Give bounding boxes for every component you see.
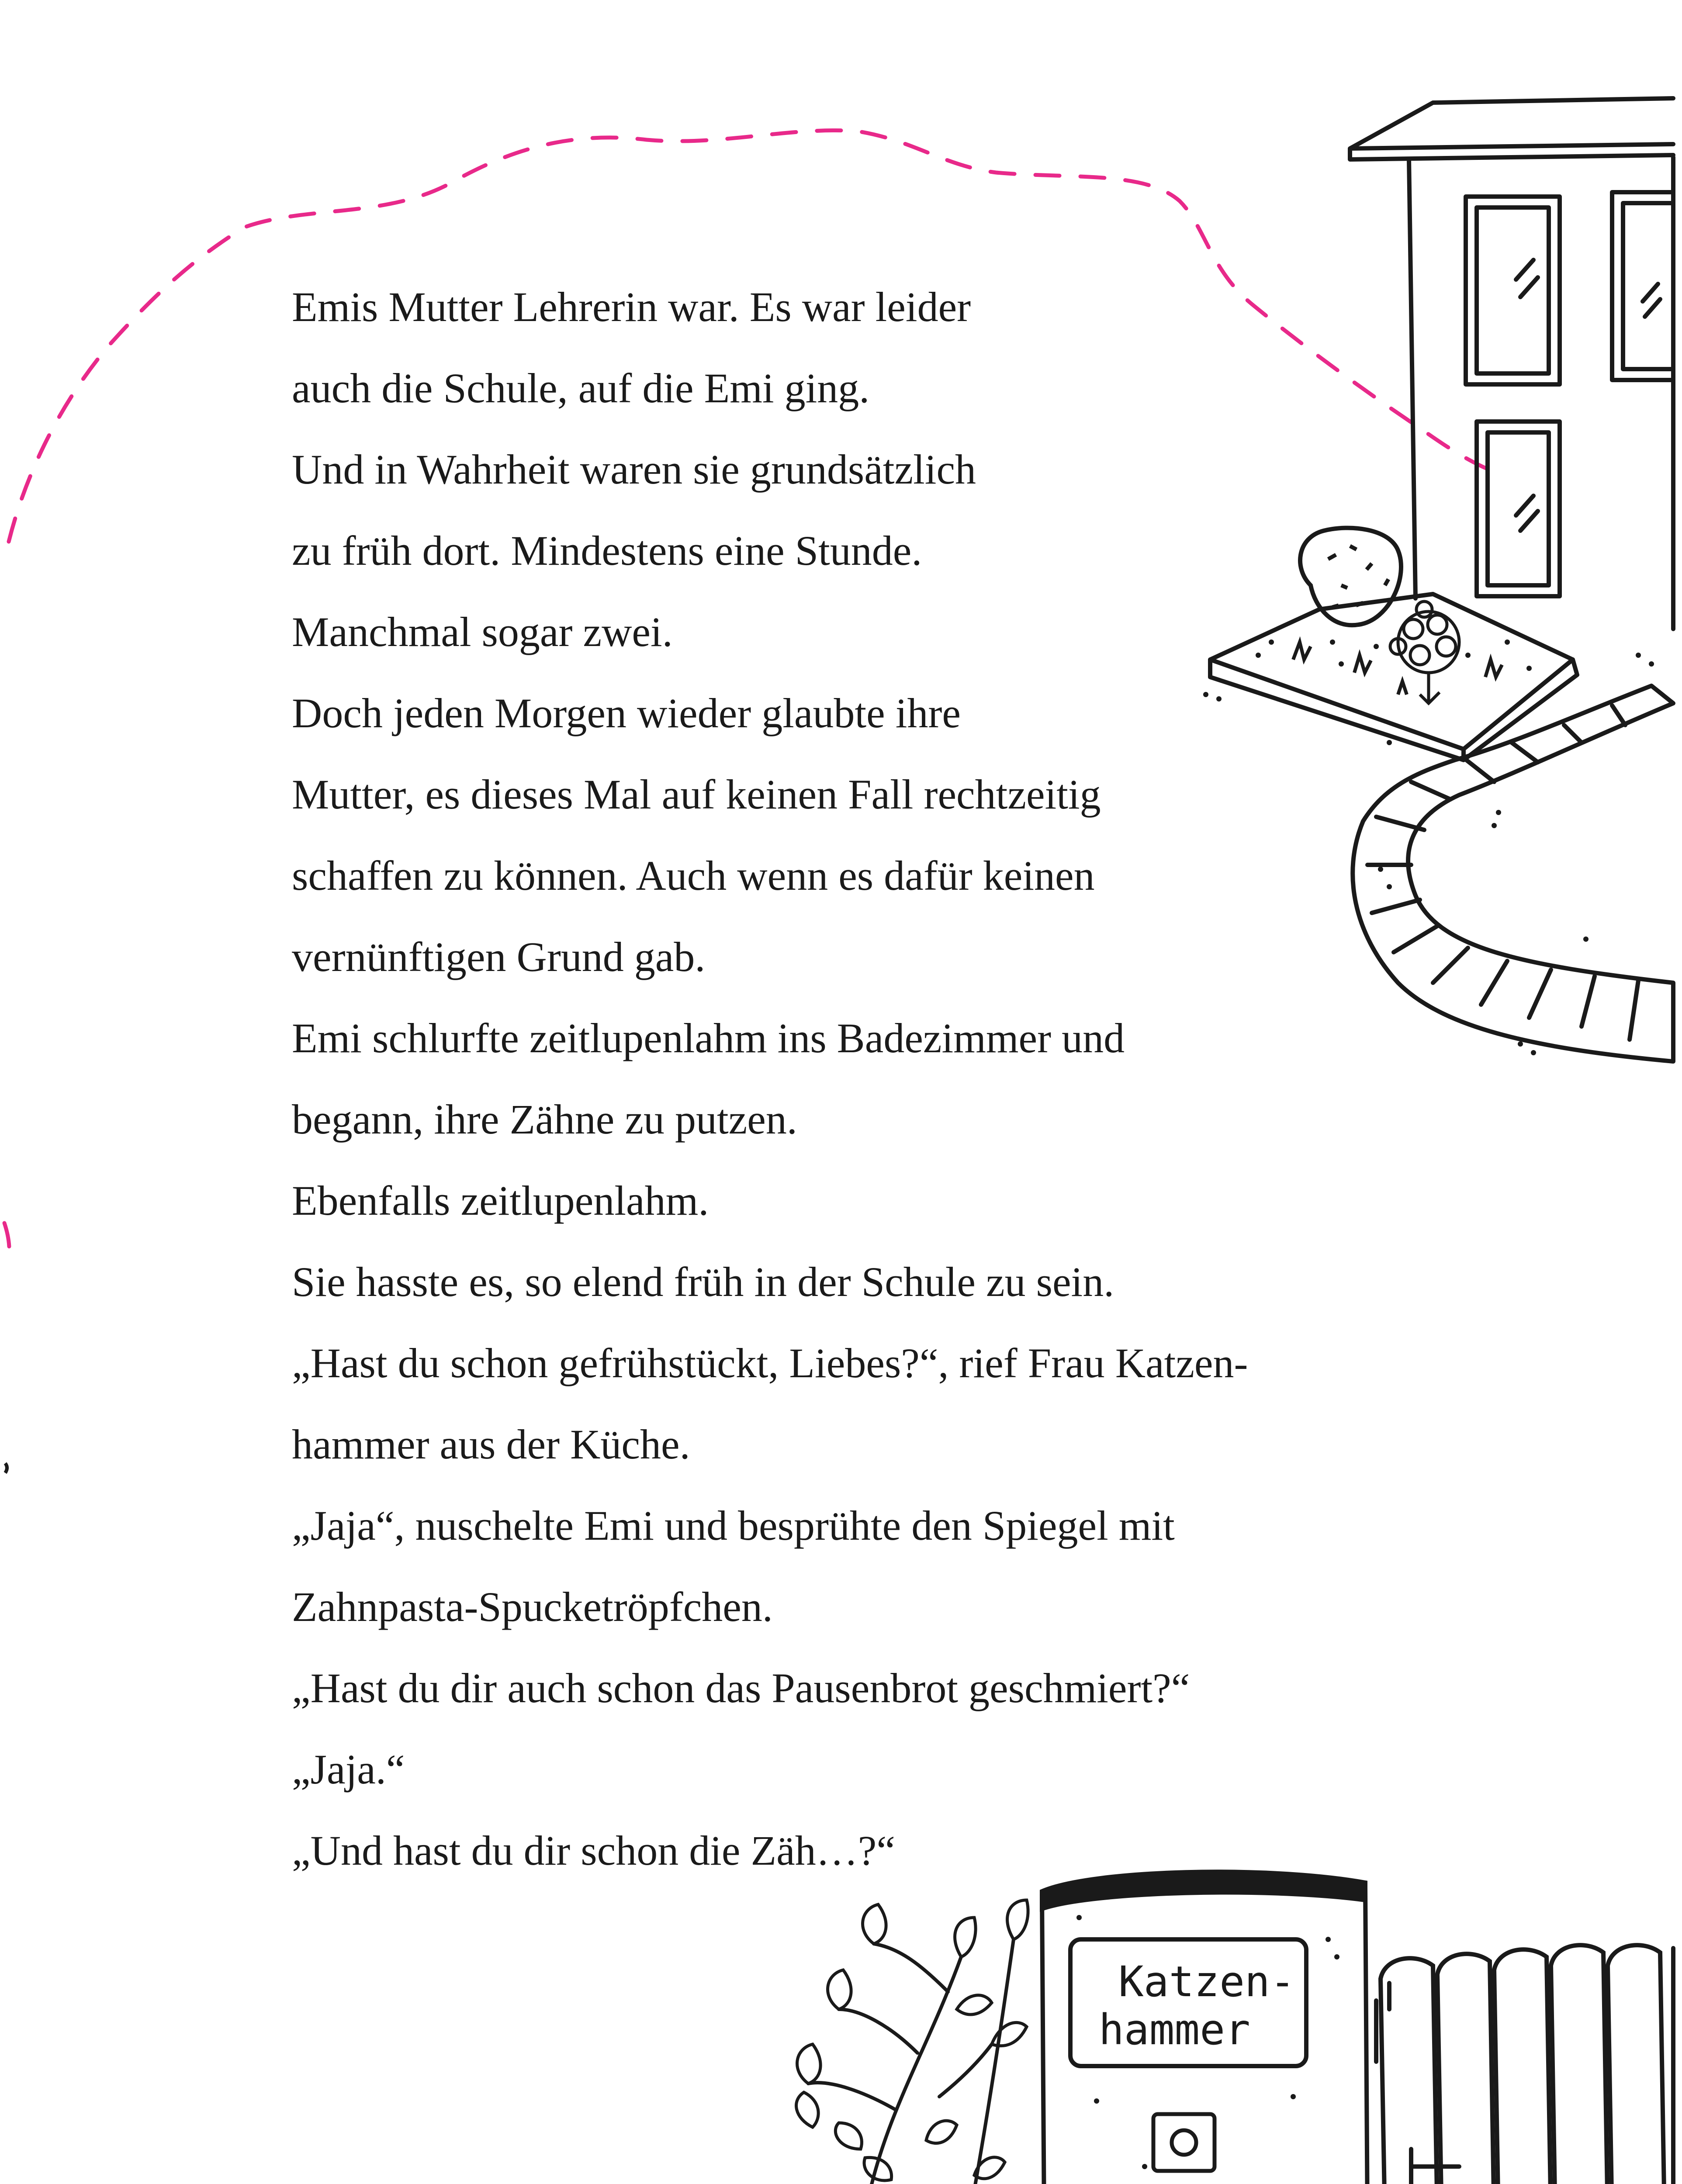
nameplate xyxy=(1070,1939,1306,2066)
story-line: vernünftigen Grund gab. xyxy=(292,933,706,980)
story-line: Und in Wahrheit waren sie grundsätzlich xyxy=(292,446,976,493)
story-line: Emis Mutter Lehrerin war. Es war leider xyxy=(292,283,971,330)
story-line: hammer aus der Küche. xyxy=(292,1421,690,1468)
doorbell-icon[interactable] xyxy=(1153,2114,1215,2171)
story-text xyxy=(292,266,1559,1891)
story-line: Ebenfalls zeitlupenlahm. xyxy=(292,1177,709,1224)
story-line: „Hast du schon gefrühstückt, Liebes?“, rief Frau Katzen- xyxy=(292,1340,1248,1386)
story-line: Manchmal sogar zwei. xyxy=(292,608,673,655)
story-line: zu früh dort. Mindestens eine Stunde. xyxy=(292,527,922,574)
story-line: Zahnpasta-Spucketröpfchen. xyxy=(292,1583,773,1630)
story-line: Doch jeden Morgen wieder glaubte ihre xyxy=(292,690,961,736)
story-line: Mutter, es dieses Mal auf keinen Fall rechtzeitig xyxy=(292,771,1101,818)
story-line: „Und hast du dir schon die Zäh…?“ xyxy=(292,1827,895,1874)
story-line: begann, ihre Zähne zu putzen. xyxy=(292,1096,797,1143)
nameplate-line1: Katzen- xyxy=(1118,1957,1295,2006)
story-line: schaffen zu können. Auch wenn es dafür keinen xyxy=(292,852,1095,899)
story-line: auch die Schule, auf die Emi ging. xyxy=(292,365,870,411)
story-line: „Jaja“, nuschelte Emi und besprühte den Spiegel mit xyxy=(292,1502,1175,1549)
trail-mark xyxy=(5,1463,7,1473)
story-line: Sie hasste es, so elend früh in der Schule zu sein. xyxy=(292,1258,1114,1305)
garden-gate-icon[interactable] xyxy=(1376,1945,1673,2184)
story-line: „Jaja.“ xyxy=(292,1746,405,1793)
nameplate-line2: hammer xyxy=(1099,2005,1250,2054)
story-line: „Hast du dir auch schon das Pausenbrot geschmiert?“ xyxy=(292,1665,1190,1711)
story-line: Emi schlurfte zeitlupenlahm ins Badezimmer und xyxy=(292,1015,1125,1061)
ivy-plant-icon xyxy=(796,1900,1028,2184)
